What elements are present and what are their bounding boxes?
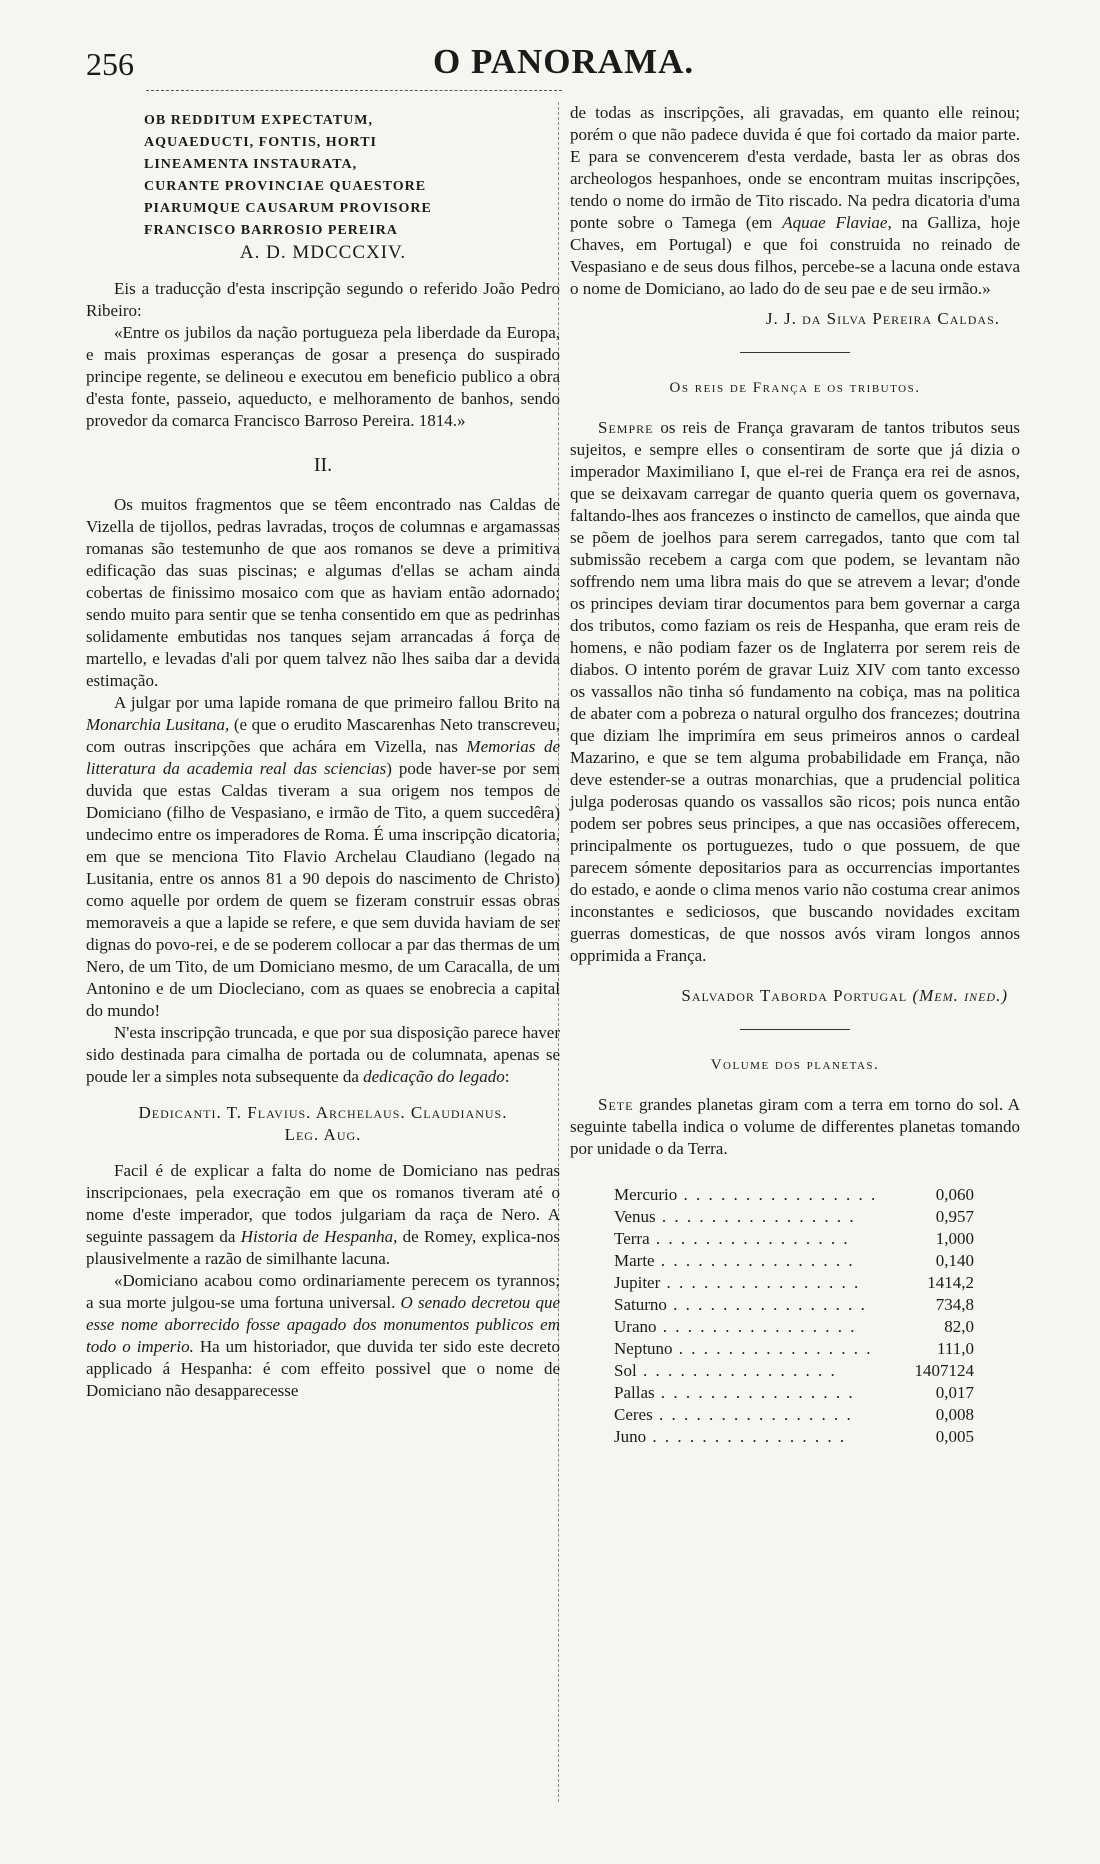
paragraph [570,417,1020,967]
italic-title: Memorias de litteratura da academia real das sciencias [86,737,560,778]
lead-word: Sete [598,1095,634,1114]
left-column [86,110,560,1402]
italic-text: O senado decretou que esse nome aborrecido fosse apagado dos monumentos publicos em todo o imperio. [86,1293,560,1356]
text-run: , de Romey, explica-nos plausivelmente a razão de similhante lacuna. [86,1227,560,1268]
italic-title: Monarchia Lusitana, [86,715,230,734]
text-run: ) pode haver-se por sem duvida que estas Caldas tiveram a sua origem nos tempos de Domiciano (filho de Vespasiano, e irmão de Tito, a quem succedêra) undecimo entre os imperadores de Roma. É uma inscripção dicatoria, em que se menciona Tito Flavio Archelau Claudiano (legado na Lusitania, entre os annos 81 a 90 depois do nascimento de Christo) como aquelle por ordem de quem se fizeram construir essas obras memoraveis a que a lapide se refere, e que sem duvida haviam de ser dignas do povo-rei, e de se poderem collocar a par das thermas de um Nero, de um Tito, de um Domiciano mesmo, de um Caracalla, de um Antonino e de um Diocleciano, com as quaes se enobrecia a capital do mundo! [86,759,560,1020]
planet-volume: 82,0 [944,1317,974,1336]
planet-volume: 1407124 [914,1361,974,1380]
table-row [614,1360,974,1382]
table-row [614,1228,974,1250]
planet-volume: 0,005 [935,1427,974,1446]
table-row [614,1338,974,1360]
section-number: II. [313,454,333,476]
text-run: de todas as inscripções, ali gravadas, em quanto elle reinou; porém o que não padece duvida é que foi cortado da maior parte. E para se convencerem d'esta verdade, basta ler as obras dos archeologos hespanhoes, onde se encontram muitas inscripções, tendo o nome do irmão de Tito riscado. Na pedra dicatoria d'uma ponte sobre o Tamega (em [570,103,1020,232]
planet-volume: 111,0 [937,1339,974,1358]
text-run: , na Galliza, hoje Chaves, em Portugal) e que foi construida no reinado de Vespasiano e de seus dous filhos, percebe-se a lacuna onde estava o nome de Domiciano, ao lado do de seu pae e de seu irmão.» [570,213,1021,298]
table-row [614,1382,974,1404]
text-run: N'esta inscripção truncada, e que por sua disposição parece haver sido destinada para cimalha de portada ou de columnata, apenas se poude ler a simples nota subsequente da [86,1023,560,1086]
author-signature: J. J. da Silva Pereira Caldas. [765,309,1000,328]
text-run: (e que o erudito Mascarenhas Neto transcreveu, com outras inscripções que achára em Vizella, nas [86,715,560,756]
table-row [614,1250,974,1272]
latin-inscription-block [86,110,560,264]
planet-name: Neptuno . . . [614,1338,874,1360]
paragraph: Os muitos fragmentos que se têem encontrado nas Caldas de Vizella de tijollos, pedras lavradas, troços de columnas e argamassas romanas são testemunho de que aos romanos se deve a primitiva edificação das suas piscinas; e algumas d'ellas se acham ainda cobertas de finissimo mosaico com que as haviam então adornado; sendo muito para sentir que se tenha consentido em que as pedrinhas solidamente embutidas nos tanques sejam arrancadas á força de martello, e levadas d'ali por quem talvez não lhes saiba dar a devida estimação. [86,495,560,690]
inscription-line: OB REDDITUM EXPECTATUM, [144,113,373,128]
table-row [614,1404,974,1426]
planet-name: Ceres . . . [614,1404,874,1426]
quote-paragraph [86,1270,560,1402]
table-row [614,1272,974,1294]
table-row [614,1206,974,1228]
table-row [614,1316,974,1338]
planet-name: Urano . . . [614,1316,874,1338]
paragraph [570,102,1020,300]
table-row [614,1294,974,1316]
planet-volume: 734,8 [935,1295,974,1314]
inscription-line: AQUAEDUCTI, FONTIS, HORTI [144,135,377,150]
planet-volume: 0,957 [935,1207,974,1226]
author-signature [570,985,1008,1007]
table-row [614,1184,974,1206]
planet-volume: 1414,2 [927,1273,974,1292]
paragraph [86,1160,560,1270]
planet-volume: 0,140 [935,1251,974,1270]
italic-text: dedicação do legado [363,1067,505,1086]
text-run: «Domiciano acabou como ordinariamente perecem os tyrannos; a sua morte julgou-se uma fortuna universal. [86,1271,560,1312]
text-run: Ha um historiador, que duvida ter sido este decreto applicado á Hespanha: é com effeito possivel que o nome de Domiciano não desapparecesse [86,1337,560,1400]
section-heading: Volume dos planetas. [710,1057,880,1073]
planet-name: Juno . . . [614,1426,874,1448]
latin-line: Dedicanti. T. Flavius. Archelaus. Claudianus. [138,1103,508,1122]
planet-volume: 0,017 [935,1383,974,1402]
right-column [570,102,1020,1448]
latin-line: Leg. Aug. [284,1125,362,1144]
planet-name: Saturno . . . [614,1294,874,1316]
italic-text: Aquae Flaviae [782,213,888,232]
planet-name: Terra . . . [614,1228,874,1250]
planet-name: Sol . . . [614,1360,874,1382]
inscription-line: FRANCISCO BARROSIO PEREIRA [144,223,398,238]
text-run: Facil é de explicar a falta do nome de Domiciano nas pedras inscripcionaes, pela execração em que os romanos tiveram até o nome d'este imperador, que todos julgariam da raça de Nero. A seguinte passagem da [86,1161,560,1246]
journal-title: O PANORAMA. [433,42,695,81]
planet-volume: 0,008 [935,1405,974,1424]
planet-volume: 0,060 [935,1185,974,1204]
top-rule [146,90,562,91]
page-number: 256 [86,46,134,82]
paragraph [86,1022,560,1088]
paragraph [86,692,560,1022]
planet-name: Mercurio . . . [614,1184,874,1206]
paragraph [570,1094,1020,1160]
inscription-line: CURANTE PROVINCIAE QUAESTORE [144,179,427,194]
planet-name: Marte . . . [614,1250,874,1272]
italic-title: Historia de Hespanha [240,1227,394,1246]
planet-name: Jupiter . . . [614,1272,874,1294]
text-run: grandes planetas giram com a terra em torno do sol. A seguinte tabella indica o volume de differentes planetas tomando por unidade o da Terra. [570,1095,1020,1158]
planet-volume-table [614,1184,974,1448]
latin-dedication [86,1102,560,1146]
source-note: (Mem. ined.) [912,986,1008,1005]
planet-volume: 1,000 [935,1229,974,1248]
planet-name: Pallas . . . [614,1382,874,1404]
planet-name: Venus . . . [614,1206,874,1228]
inscription-date: A. D. MDCCCXIV. [239,242,407,263]
section-rule [740,1029,850,1030]
quote-paragraph: «Entre os jubilos da nação portugueza pela liberdade da Europa, e mais proximas esperanças de gosar a presença do suspirado principe regente, se delineou e executou em beneficio publico a obra d'esta fonte, passeio, aqueducto, e melhoramento de banhos, sendo provedor da comarca Francisco Barroso Pereira. 1814.» [86,323,560,430]
text-run: os reis de França gravaram de tantos tributos seus sujeitos, e sempre elles o consentiram de sorte que já dizia o imperador Maximiliano I, que el-rei de França era rei de asnos, que se deixavam carregar de quanto queria quem os governava, faltando-lhes aos francezes o instincto de camellos, que ainda que se põem de joelhos para serem carregados, tanto que com tal submissão recebem a carga com que podem, se levantam não soffrendo nem uma libra mais do que se atrevem a levar; d'onde os principes deviam tirar documentos para bem governar a carga dos tributos, como faziam os reis de Hespanha, que eram reis de homens, e não podiam fazer os de Inglaterra por serem reis de diabos. O intento porém de gravar Luiz XIV com tanto excesso os vassallos não tinha só fundamento na cobiça, mas na politica de abater com a pobreza o natural orgulho dos francezes; doutrina que diziam lhe imprimíra em seus primeiros annos o cardeal Mazarino, e que se tem alguma probabilidade em França, não deve estender-se a outras monarchias, que a prudencial politica julga poderosas quando os vassallos são ricos; pois nunca então podem ser pobres seus principes, a que nas occasiões offerecem, principalmente os portuguezes, tudo o que possuem, de que parecem sómente depositarios para as occurrencias importantes do estado, e aonde o clima menos vario não costuma crear animos inconstantes e sediciosos, que buscando novidades excitam guerras domesticas, de que nossos avós viram longos annos opprimida a França. [570,418,1020,965]
section-heading: Os reis de França e os tributos. [669,380,921,396]
text-run: : [504,1067,510,1086]
inscription-line: PIARUMQUE CAUSARUM PROVISORE [144,201,432,216]
author-name: Salvador Taborda Portugal [681,986,908,1005]
inscription-line: LINEAMENTA INSTAURATA, [144,157,358,172]
page-header [0,38,1100,88]
text-run: A julgar por uma lapide romana de que primeiro fallou Brito na [114,693,560,712]
lead-word: Sempre [598,418,654,437]
paragraph: Eis a traducção d'esta inscripção segundo o referido João Pedro Ribeiro: [86,279,560,320]
table-row [614,1426,974,1448]
section-rule [740,352,850,353]
